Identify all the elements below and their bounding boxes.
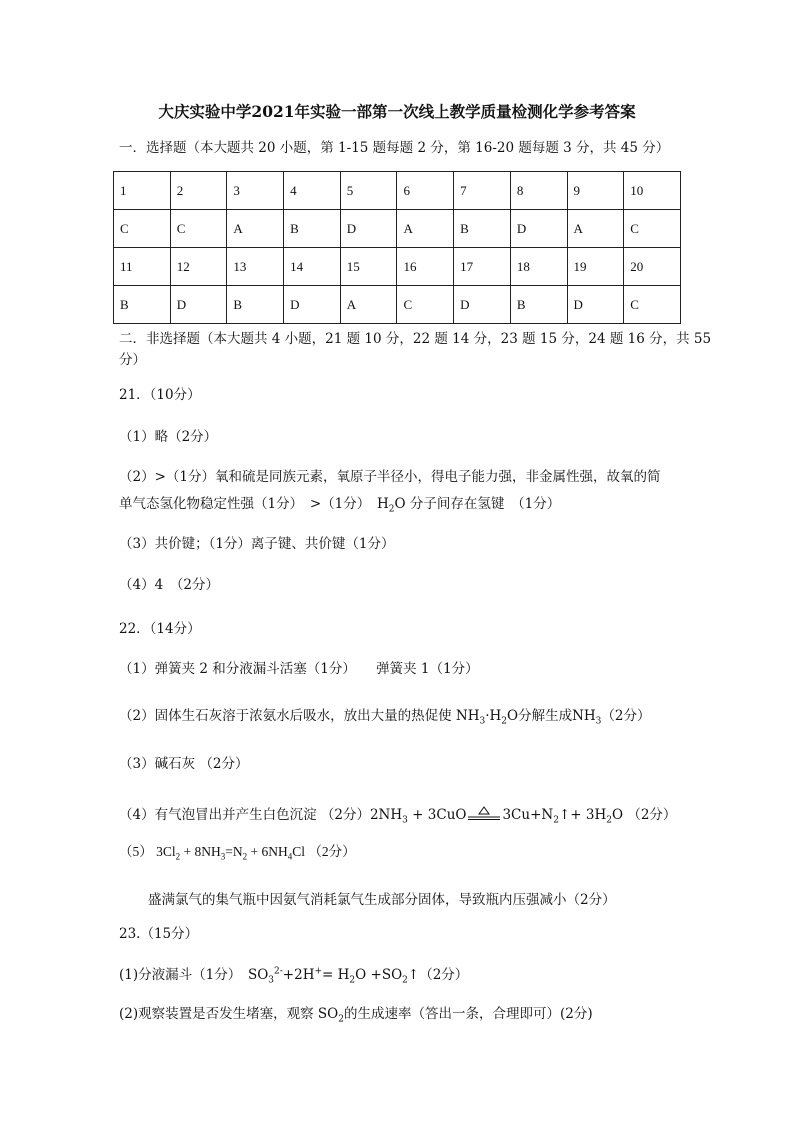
q23-title: 23.（15分） <box>119 926 199 942</box>
q22-part3: （3）碱石灰 （2分） <box>119 756 249 772</box>
table-cell: A <box>227 210 284 248</box>
table-cell: D <box>510 210 567 248</box>
q23-part1: (1)分液漏斗（1分） $SO_3^{2-}+2H^+= H_2O$ $+SO_2↑(2$分） <box>119 966 469 986</box>
table-row <box>114 172 681 210</box>
table-cell: A <box>340 286 397 324</box>
table-cell: 10 <box>624 172 681 210</box>
table-cell: D <box>170 286 227 324</box>
table-cell: 14 <box>284 248 341 286</box>
table-cell: 4 <box>284 172 341 210</box>
table-cell: C <box>170 210 227 248</box>
q23-part2: (2)观察装置是否发生堵塞，观察 $SO_2$的生成速率（答出一条，合理即可）(2分) <box>119 1006 593 1025</box>
table-cell: C <box>397 286 454 324</box>
table-cell: 5 <box>340 172 397 210</box>
q21-title: 21．（10分） <box>119 387 201 403</box>
table-cell: 7 <box>454 172 511 210</box>
section2-heading-line2: 分） <box>119 352 146 368</box>
q22-part2: （2）固体生石灰溶于浓氨水后吸水，放出大量的热促使 $NH_3\cdot H_2O$分解生成$NH_3(2$分） <box>119 708 651 727</box>
table-cell: D <box>454 286 511 324</box>
table-cell: 3 <box>227 172 284 210</box>
table-cell: 13 <box>227 248 284 286</box>
table-cell: 6 <box>397 172 454 210</box>
table-cell: 17 <box>454 248 511 286</box>
table-cell: 19 <box>567 248 624 286</box>
answer-table <box>113 171 681 324</box>
q22-title: 22．（14分） <box>119 621 201 637</box>
table-cell: C <box>624 286 681 324</box>
table-cell: 16 <box>397 248 454 286</box>
table-cell: 2 <box>170 172 227 210</box>
table-cell: B <box>510 286 567 324</box>
q22-part6: 盛满氯气的集气瓶中因氨气消耗氯气生成部分固体，导致瓶内压强减小（2分） <box>148 892 616 908</box>
table-cell: B <box>284 210 341 248</box>
q21-part4: （4）4 （2分） <box>119 577 220 593</box>
table-cell: B <box>114 286 171 324</box>
table-cell: D <box>567 286 624 324</box>
table-cell: 12 <box>170 248 227 286</box>
table-cell: 8 <box>510 172 567 210</box>
table-cell: D <box>284 286 341 324</box>
table-cell: B <box>454 210 511 248</box>
section1-heading: 一．选择题（本大题共 20 小题，第 1-15 题每题 2 分，第 16-20 题每题 3 分，共 45 分） <box>119 140 670 156</box>
table-cell: 11 <box>114 248 171 286</box>
q22-part5: （5） $3Cl_2 + 8NH_3=N_2 + 6NH_4Cl$ （2分） <box>119 844 356 862</box>
heat-arrow-icon <box>466 804 502 827</box>
table-cell: C <box>114 210 171 248</box>
table-row <box>114 248 681 286</box>
q21-part2-line2: 单气态氢化物稳定性强（1分） >（1分） $H_2O$ 分子间存在氢键 （1分） <box>119 496 561 515</box>
table-cell: 9 <box>567 172 624 210</box>
table-cell: 20 <box>624 248 681 286</box>
table-cell: 15 <box>340 248 397 286</box>
table-cell: A <box>397 210 454 248</box>
section2-heading-line1: 二．非选择题（本大题共 4 小题，21 题 10 分，22 题 14 分，23 题 15 分，24 题 16 分，共 55 <box>119 331 712 347</box>
q21-part2-line1: （2）>（1分）氧和硫是同族元素，氧原子半径小，得电子能力强，非金属性强，故氧的简 <box>119 469 661 485</box>
q22-part1: （1）弹簧夹 2 和分液漏斗活塞（1分） 弹簧夹 1（1分） <box>119 661 479 677</box>
table-row <box>114 286 681 324</box>
q21-part1: （1）略（2分） <box>119 429 218 445</box>
table-cell: A <box>567 210 624 248</box>
page-title: 大庆实验中学2021年实验一部第一次线上教学质量检测化学参考答案 <box>158 102 636 121</box>
table-cell: D <box>340 210 397 248</box>
q22-part4: （4）有气泡冒出并产生白色沉淀 （2分）$2NH_3 + 3CuO$ $3Cu+N_2↑+ 3H_2O$ （2分） <box>119 801 676 824</box>
table-cell: C <box>624 210 681 248</box>
table-row <box>114 210 681 248</box>
table-cell: B <box>227 286 284 324</box>
table-cell: 1 <box>114 172 171 210</box>
table-cell: 18 <box>510 248 567 286</box>
q21-part3: （3）共价键；（1分）离子键、共价键（1分） <box>119 536 395 552</box>
